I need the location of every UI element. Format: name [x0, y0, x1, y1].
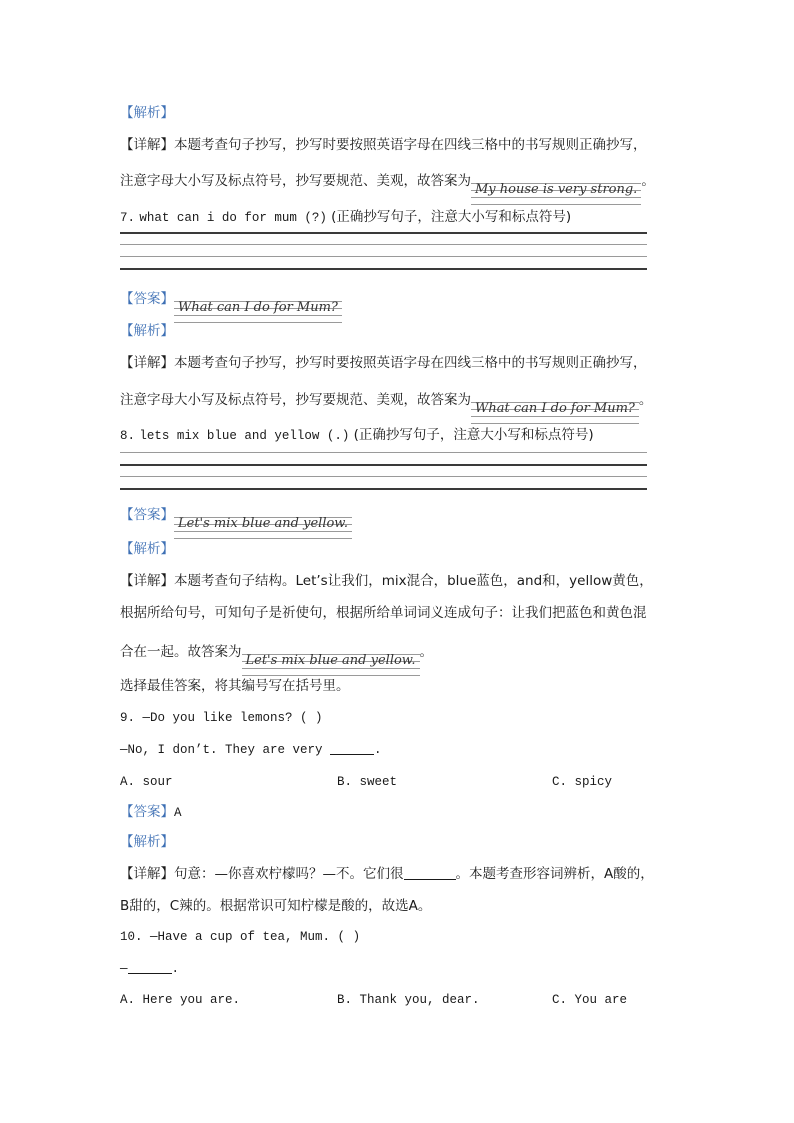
analysis-tag: 【解析】 — [120, 105, 174, 121]
question-text: —Have a cup of tea, Mum. ( ) — [150, 930, 361, 944]
detail-text: 句意：—你喜欢柠檬吗？—不。它们很 — [174, 866, 404, 882]
question-prompt: lets mix blue and yellow (.) — [139, 429, 350, 443]
handwritten-answer: My house is very strong. — [471, 179, 641, 205]
detail-text: 根据所给句号，可知句子是祈使句，根据所给单词词义连成句子：让我们把蓝色和黄色混 — [120, 605, 647, 621]
answer-blank[interactable] — [128, 973, 172, 974]
analysis-label-6 — [120, 104, 174, 122]
detail-6-line1 — [120, 136, 647, 154]
option-b[interactable]: B. Thank you, dear. — [337, 993, 480, 1007]
detail-8-line1 — [120, 572, 653, 590]
analysis-tag: 【解析】 — [120, 541, 174, 557]
detail-7-line1 — [120, 354, 647, 372]
detail-7-line2 — [120, 391, 652, 424]
answer-tag: 【答案】 — [120, 507, 174, 523]
question-7 — [120, 208, 571, 227]
answer-tag: 【答案】 — [120, 804, 174, 820]
option-a[interactable]: A. sour — [120, 775, 173, 789]
answer-blank[interactable] — [330, 754, 374, 755]
detail-text: 注意字母大小写及标点符号，抄写要规范、美观，故答案为 — [120, 173, 471, 189]
section-instruction-text: 选择最佳答案，将其编号写在括号里。 — [120, 678, 350, 694]
question-number: 10. — [120, 930, 143, 944]
detail-text: 。本题考查形容词辨析，A酸的， — [455, 866, 654, 882]
question-8 — [120, 426, 594, 445]
punctuation: 。 — [638, 392, 653, 408]
detail-text: 本题考查句子抄写，抄写时要按照英语字母在四线三格中的书写规则正确抄写， — [174, 137, 647, 153]
ruled-line — [120, 268, 647, 270]
detail-text: 本题考查句子结构。Let’s让我们，mix混合，blue蓝色，and和，yellow黄色， — [174, 573, 653, 589]
punctuation: 。 — [641, 173, 655, 189]
question-text: — — [120, 962, 128, 976]
ruled-line — [120, 464, 647, 466]
detail-text: 合在一起。故答案为 — [120, 644, 242, 660]
detail-9-line1 — [120, 865, 654, 883]
analysis-tag: 【解析】 — [120, 834, 174, 850]
analysis-label-9 — [120, 833, 174, 851]
blank-line — [404, 879, 456, 880]
answer-value: A — [174, 806, 182, 820]
analysis-label-8 — [120, 540, 174, 558]
section-instruction — [120, 677, 350, 695]
question-instruction: (正确抄写句子，注意大小写和标点符号) — [331, 209, 572, 225]
answer-8 — [120, 506, 352, 539]
writing-lines-7[interactable] — [120, 232, 647, 272]
ruled-line — [120, 232, 647, 234]
ruled-line — [120, 244, 647, 245]
question-10-line2 — [120, 960, 179, 978]
question-instruction: (正确抄写句子，注意大小写和标点符号) — [353, 427, 594, 443]
option-a[interactable]: A. Here you are. — [120, 993, 241, 1007]
question-number: 7. — [120, 211, 136, 225]
answer-9 — [120, 803, 182, 822]
question-9-line2 — [120, 741, 382, 759]
ruled-line — [120, 256, 647, 257]
detail-tag: 【详解】 — [120, 355, 174, 371]
writing-lines-8[interactable] — [120, 452, 647, 492]
question-prompt: what can i do for mum (?) — [139, 211, 327, 225]
punctuation: . — [374, 743, 382, 757]
option-b[interactable]: B. sweet — [337, 775, 398, 789]
option-c[interactable]: C. spicy — [552, 775, 613, 789]
question-9-line1 — [120, 709, 323, 727]
ruled-line — [120, 452, 647, 453]
question-10-line1 — [120, 928, 360, 946]
ruled-line — [120, 488, 647, 490]
question-text: —No, I don’t. They are very — [120, 743, 331, 757]
detail-text: B甜的，C辣的。根据常识可知柠檬是酸的，故选A。 — [120, 898, 432, 914]
handwritten-answer: What can I do for Mum? — [471, 398, 639, 424]
detail-tag: 【详解】 — [120, 137, 174, 153]
detail-tag: 【详解】 — [120, 866, 174, 882]
option-c[interactable]: C. You are — [552, 993, 628, 1007]
answer-tag: 【答案】 — [120, 291, 174, 307]
question-text: —Do you like lemons? ( ) — [142, 711, 323, 725]
punctuation: . — [171, 962, 180, 976]
punctuation: 。 — [419, 644, 434, 660]
answer-7 — [120, 290, 342, 323]
question-number: 9. — [120, 711, 136, 725]
question-number: 8. — [120, 429, 136, 443]
analysis-label-7 — [120, 322, 174, 340]
detail-8-line3 — [120, 643, 433, 676]
ruled-line — [120, 476, 647, 477]
detail-6-line2 — [120, 172, 655, 205]
handwritten-answer: Let's mix blue and yellow. — [242, 650, 420, 676]
detail-9-line2 — [120, 897, 431, 915]
detail-tag: 【详解】 — [120, 573, 174, 589]
detail-text: 注意字母大小写及标点符号，抄写要规范、美观，故答案为 — [120, 392, 471, 408]
handwritten-answer: Let's mix blue and yellow. — [174, 513, 352, 539]
analysis-tag: 【解析】 — [120, 323, 174, 339]
detail-text: 本题考查句子抄写，抄写时要按照英语字母在四线三格中的书写规则正确抄写， — [174, 355, 647, 371]
detail-8-line2 — [120, 604, 647, 622]
handwritten-answer: What can I do for Mum? — [174, 297, 342, 323]
